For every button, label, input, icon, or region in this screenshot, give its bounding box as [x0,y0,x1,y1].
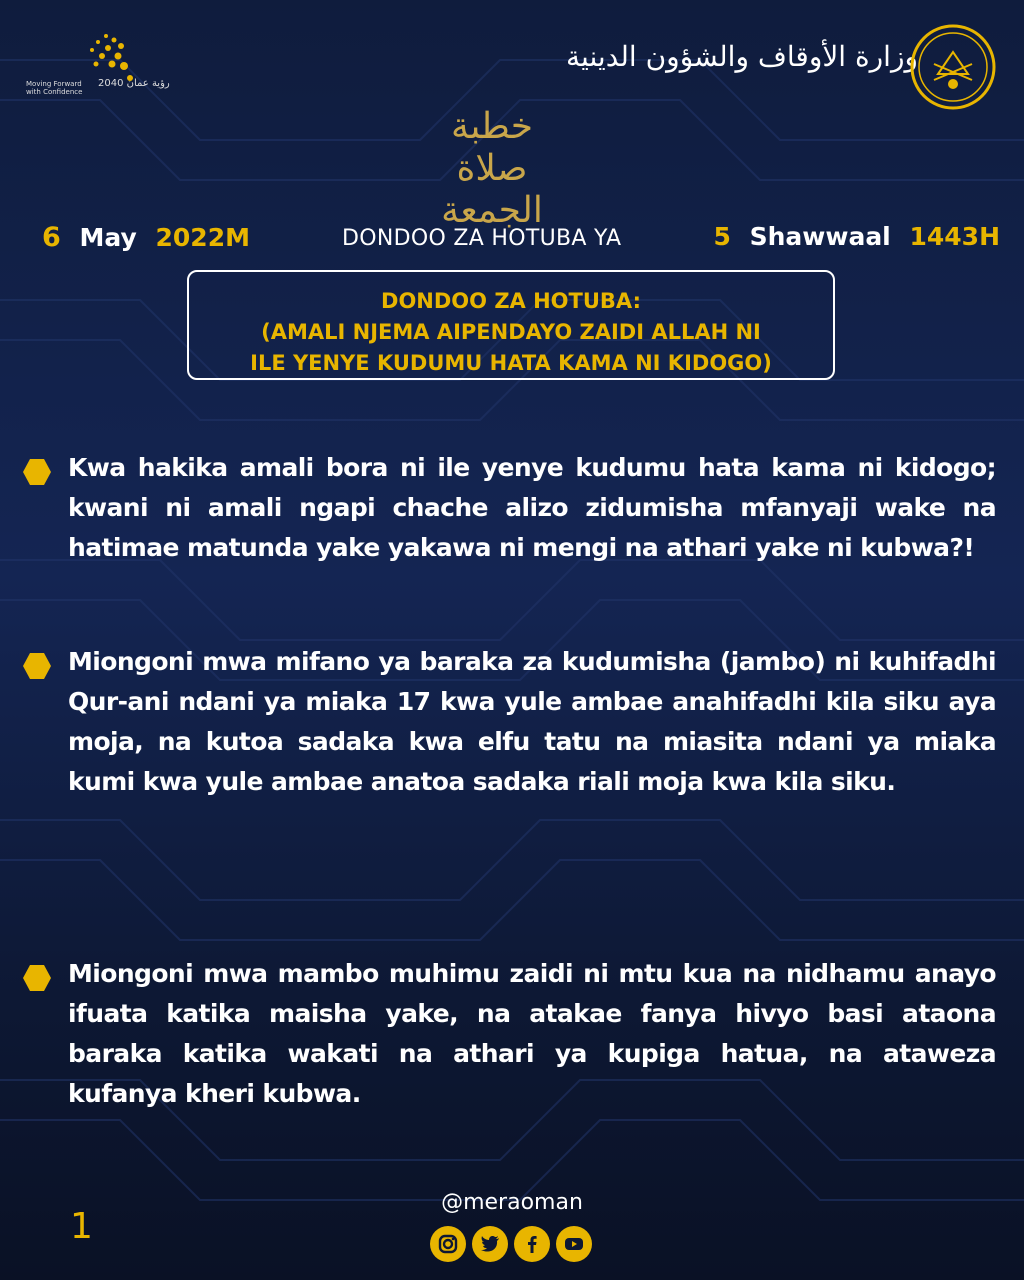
page-number: 1 [70,1206,93,1247]
title-line-1: DONDOO ZA HOTUBA: [381,289,641,313]
sermon-point-text: Kwa hakika amali bora ni ile yenye kudumu hata kama ni kidogo; kwani ni amali ngapi chache alizo zidumisha mfanyaji wake na hatimae matunda yake yakawa ni mengi na athari yake ni kubwa?! [68,453,996,562]
sermon-title-box [187,270,835,380]
vision-logo-arabic: رؤية عمان 2040 [98,78,170,89]
bullet-hexagon-icon [22,458,52,486]
gregorian-year: 2022M [155,223,250,252]
date-row [0,222,1024,256]
title-line-2: (AMALI NJEMA AIPENDAYO ZAIDI ALLAH NI [261,320,761,344]
twitter-icon[interactable] [472,1226,508,1262]
sermon-point-text: Miongoni mwa mifano ya baraka za kudumisha (jambo) ni kuhifadhi Qur-ani ndani ya miaka 17 kwa yule ambae anahifadhi kila siku aya moja, na kutoa sadaka kwa elfu tatu na miasita ndani ya miaka kumi kwa yule ambae anatoa sadaka riali moja kwa kila siku. [68,647,996,796]
vision-logo-text: Moving Forward with Confidence [26,80,83,96]
sermon-point [22,954,996,1114]
sermon-point [22,448,996,568]
ministry-seal-icon [910,24,996,110]
youtube-icon[interactable] [556,1226,592,1262]
friday-sermon-calligraphy: خطبة صلاة الجمعة [441,106,543,231]
hijri-day: 5 [713,222,731,251]
gregorian-day: 6 [42,222,61,253]
gregorian-month: May [79,223,137,252]
bullet-hexagon-icon [22,652,52,680]
instagram-icon[interactable] [430,1226,466,1262]
hijri-year: 1443H [909,222,1000,251]
sermon-point-text: Miongoni mwa mambo muhimu zaidi ni mtu kua na nidhamu anayo ifuata katika maisha yake, na atakae fanya hivyo basi ataona baraka katika wakati na athari ya kupiga hatua, na ataweza kufanya kheri kubwa. [68,959,996,1108]
oman-vision-logo [26,26,170,106]
facebook-icon[interactable] [514,1226,550,1262]
hijri-date [713,222,1000,251]
sermon-point [22,642,996,802]
ministry-name: وزارة الأوقاف والشؤون الدينية [566,40,918,73]
sermon-label: DONDOO ZA HOTUBA YA [342,226,622,251]
bullet-hexagon-icon [22,964,52,992]
hijri-month: Shawwaal [749,222,891,251]
social-handle[interactable]: @meraoman [441,1190,583,1215]
social-icons [430,1226,600,1262]
gregorian-date [42,222,250,253]
title-line-3: ILE YENYE KUDUMU HATA KAMA NI KIDOGO) [250,351,772,375]
